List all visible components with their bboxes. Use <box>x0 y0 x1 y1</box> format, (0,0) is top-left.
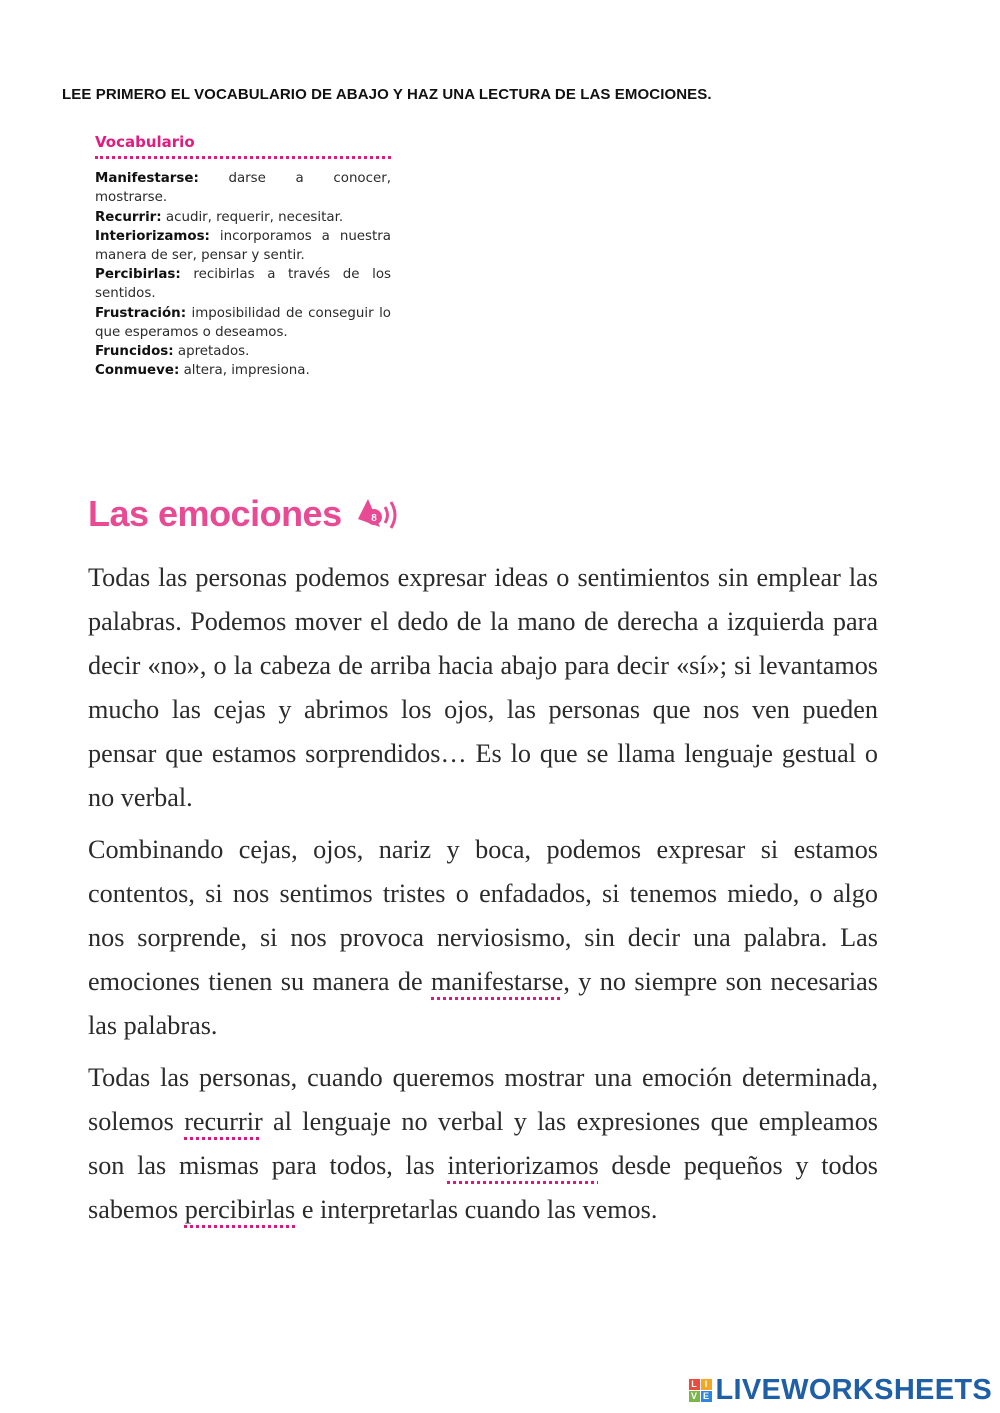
vocab-entry <box>95 169 391 207</box>
reading-heading <box>88 493 402 535</box>
vocab-term: Recurrir: <box>95 209 162 225</box>
vocab-definition: acudir, requerir, necesitar. <box>165 209 344 225</box>
vocab-term: Interiorizamos: <box>95 228 210 244</box>
vocab-entry <box>95 265 391 303</box>
vocab-definition: darse a conocer, mostrarse. <box>95 171 391 206</box>
vocab-term: Manifestarse: <box>95 171 199 187</box>
paragraph-text: Todas las personas, cuando queremos mostrar una emoción determinada, solemos <box>88 1063 878 1136</box>
badge-letter: L <box>689 1379 700 1390</box>
svg-text:8: 8 <box>370 513 377 524</box>
reading-paragraph <box>88 1056 878 1232</box>
speaker-icon[interactable] <box>354 493 402 535</box>
vocab-definition: imposibilidad de conseguir lo que esperamos o deseamos. <box>95 305 391 340</box>
badge-letter: V <box>689 1391 700 1402</box>
vocab-term: Percibirlas: <box>95 267 181 283</box>
reading-title: Las emociones <box>88 493 342 534</box>
logo-badge-icon <box>689 1379 712 1402</box>
vocab-word-recurrir: recurrir <box>184 1107 263 1136</box>
badge-letter: E <box>701 1391 712 1402</box>
vocab-entry <box>95 342 391 361</box>
vocab-term: Conmueve: <box>95 363 180 379</box>
vocab-word-interiorizamos: interiorizamos <box>447 1151 599 1180</box>
vocab-term: Fruncidos: <box>95 344 174 360</box>
liveworksheets-logo[interactable] <box>689 1374 993 1407</box>
paragraph-text: al lenguaje no verbal y las expresiones que empleamos son las mismas para todos, las <box>88 1107 878 1180</box>
vocab-entry <box>95 208 391 227</box>
vocab-word-manifestarse: manifestarse <box>431 967 564 996</box>
brand-name: LIVEWORKSHEETS <box>715 1374 992 1406</box>
paragraph-text: Combinando cejas, ojos, nariz y boca, podemos expresar si estamos contentos, si nos sentimos tristes o enfadados, si tenemos miedo, o algo nos sorprende, si nos provoca nerviosismo, sin decir una palabra. Las emociones tienen su manera de <box>88 835 878 996</box>
vocab-definition: apretados. <box>177 344 250 360</box>
reading-body <box>88 556 878 1240</box>
reading-paragraph <box>88 828 878 1048</box>
vocab-entry <box>95 227 391 265</box>
vocab-definition: recibirlas a través de los sentidos. <box>95 267 392 302</box>
instruction-text: LEE PRIMERO EL VOCABULARIO DE ABAJO Y HAZ UNA LECTURA DE LAS EMOCIONES. <box>62 86 712 103</box>
reading-paragraph: Todas las personas podemos expresar ideas o sentimientos sin emplear las palabras. Podemos mover el dedo de la mano de derecha a izquierda para decir «no», o la cabeza de arriba hacia abajo para decir «sí»; si levantamos mucho las cejas y abrimos los ojos, las personas que nos ven pueden pensar que estamos sorprendidos… Es lo que se llama lenguaje gestual o no verbal. <box>88 563 878 812</box>
vocab-entry <box>95 304 391 342</box>
paragraph-text: , y no siempre son necesarias las palabras. <box>88 967 878 1040</box>
vocab-term: Frustración: <box>95 305 187 321</box>
vocab-word-percibirlas: percibirlas <box>184 1195 296 1224</box>
vocab-definition: incorporamos a nuestra manera de ser, pensar y sentir. <box>95 228 391 264</box>
vocabulary-title: Vocabulario <box>95 133 391 159</box>
vocabulary-box <box>95 133 391 380</box>
badge-letter: I <box>701 1379 712 1390</box>
vocab-entry <box>95 361 391 380</box>
paragraph-text: desde pequeños y todos sabemos <box>88 1151 878 1224</box>
paragraph-text: e interpretarlas cuando las vemos. <box>295 1195 658 1224</box>
vocab-definition: altera, impresiona. <box>183 363 310 379</box>
